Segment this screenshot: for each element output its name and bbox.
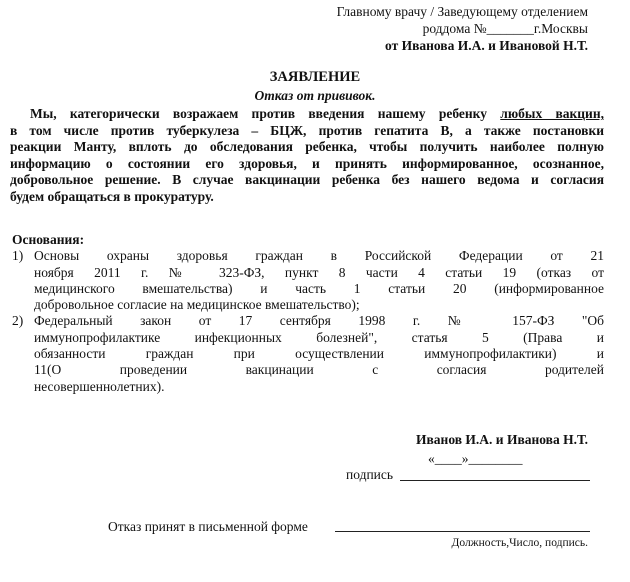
statement-paragraph [10,106,604,205]
document-subtitle: Отказ от прививок. [254,88,376,103]
grounds-line: Основы охраны здоровья граждан в Российской Федерации от 21 [34,248,604,264]
statement-line: информацию о состоянии его здоровья, и принять информированное, осознанное, [10,155,604,171]
refusal-accepted-text: Отказ принят в письменной форме [108,519,308,534]
grounds-line: медицинского вмешательства) и часть 1 статьи 20 (информированное [34,280,604,296]
grounds-line: Федеральный закон от 17 сентября 1998 г. № 157-ФЗ "Об [34,313,604,329]
grounds-section [12,232,604,395]
addressee-line-3: от Иванова И.А. и Ивановой Н.Т. [385,38,588,53]
statement-line: добровольное решение. В случае вакцинации ребенка без нашего ведома и согласия [10,172,604,187]
signature-line [400,480,590,481]
grounds-line: обязанности граждан при осуществлении иммунопрофилактики) и [34,346,604,362]
statement-line: будем обращаться в прокуратуру. [10,188,214,204]
statement-text: Мы, категорически возражаем против введения нашему ребенку [30,106,501,121]
statement-line: в том числе против туберкулеза – БЦЖ, против гепатита В, а также постановки [10,122,604,138]
grounds-line: несовершеннолетних). [34,378,165,394]
grounds-line: 11(О проведении вакцинации с согласия родителей [34,362,604,378]
grounds-title: Основания: [12,232,85,247]
signatory-names: Иванов И.А. и Иванова Н.Т. [416,432,588,447]
underlined-phrase: любых вакцин, [500,106,604,121]
grounds-line: добровольное согласие на медицинское вмешательство); [34,297,360,313]
addressee-line-2: роддома №_______г.Москвы [422,21,588,36]
statement-line: реакции Манту, вплоть до обследования ребенка, чтобы получить наиболее полную [10,139,604,154]
signature-label: подпись [346,467,394,482]
date-placeholder: «____»________ [428,451,523,466]
grounds-item [12,248,604,313]
grounds-item-number: 1) [12,248,24,264]
official-signature-line [335,531,590,532]
document-title: ЗАЯВЛЕНИЕ [269,69,361,85]
addressee-line-1: Главному врачу / Заведующему отделением [336,4,588,19]
grounds-line: иммунопрофилактике инфекционных болезней", статья 5 (Права и [34,329,604,345]
statement-line [10,106,604,123]
grounds-item [12,313,604,394]
grounds-item-number: 2) [12,313,24,329]
grounds-line: ноября 2011 г. № 323-ФЗ, пункт 8 части 4 статьи 19 (отказ от [34,264,604,280]
official-signature-caption: Должность,Число, подпись. [451,537,588,549]
